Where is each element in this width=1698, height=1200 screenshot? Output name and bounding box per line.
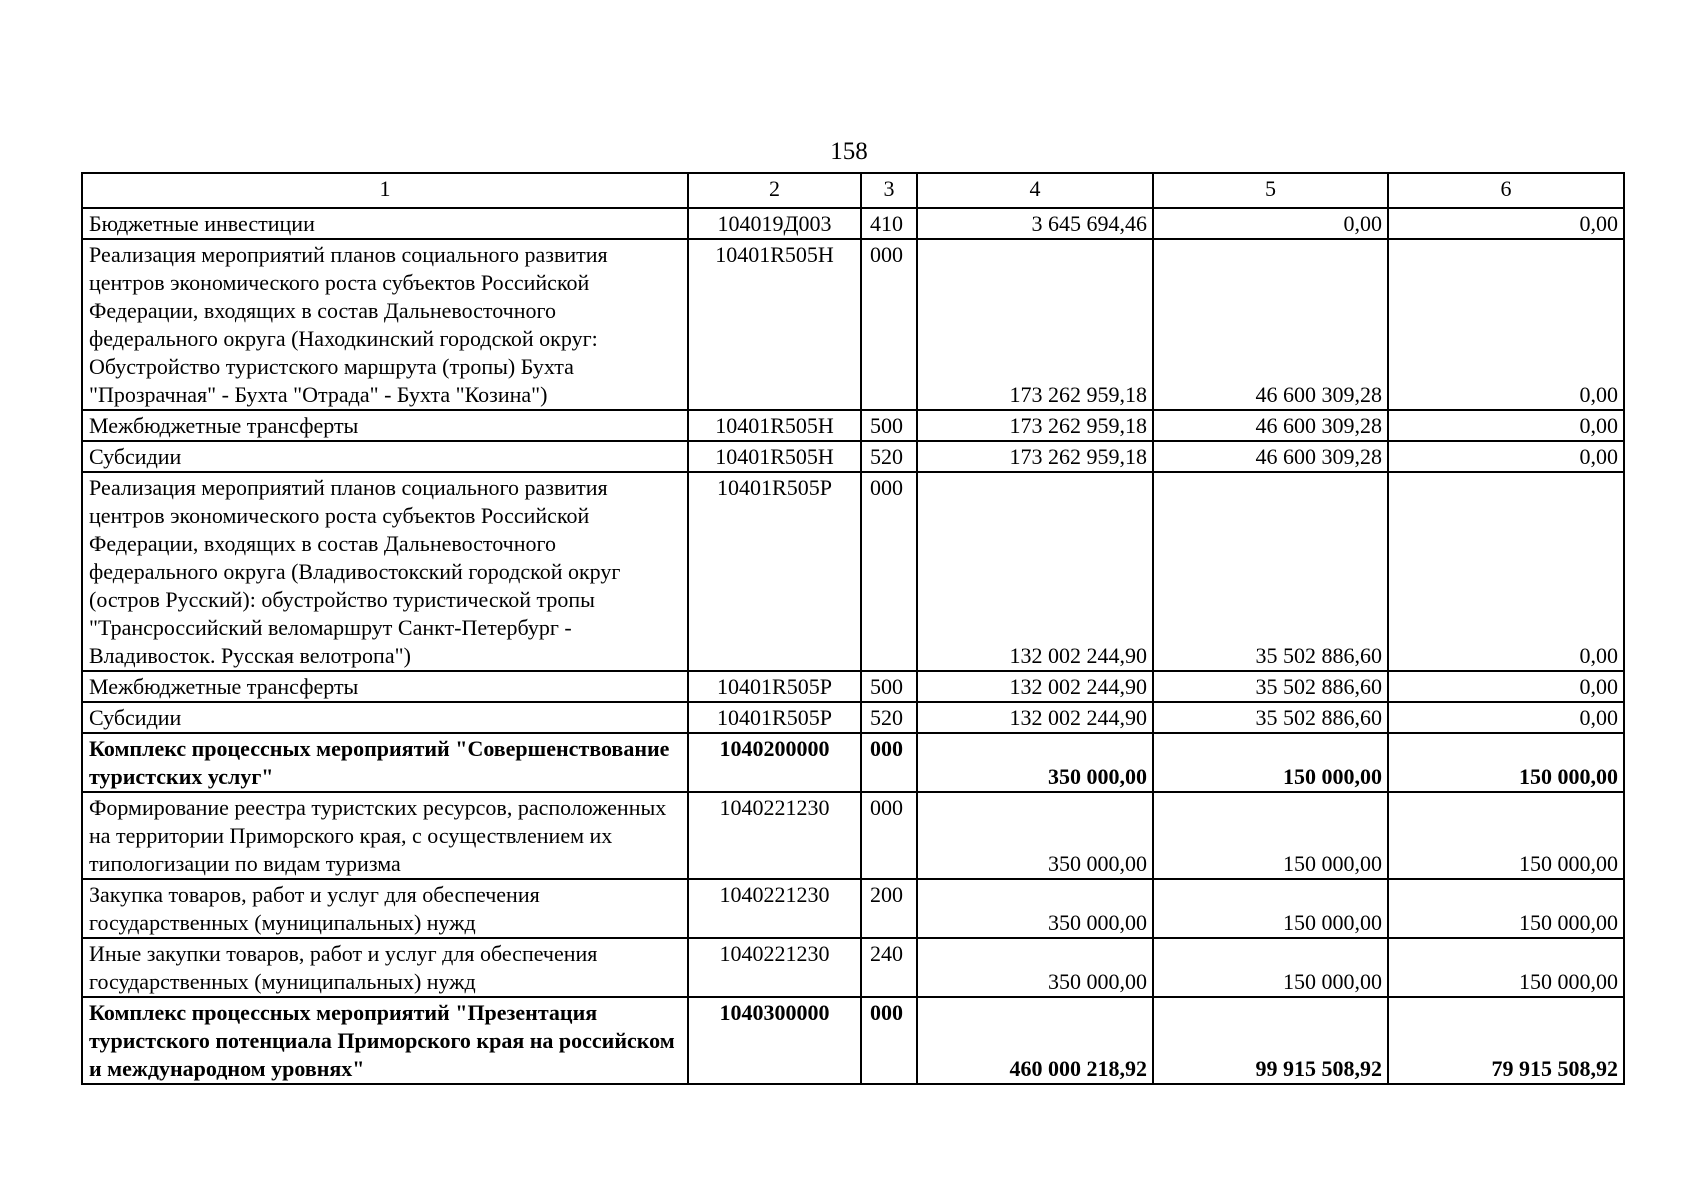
row-type-cell: 000: [861, 997, 917, 1084]
row-value-col6: 150 000,00: [1388, 938, 1624, 997]
row-value-col4: 132 002 244,90: [917, 472, 1153, 671]
row-value-col5: 46 600 309,28: [1153, 441, 1388, 472]
row-code-cell: 10401R505H: [688, 239, 861, 410]
row-value-col6: 150 000,00: [1388, 733, 1624, 792]
row-value-col5: 150 000,00: [1153, 792, 1388, 879]
table-row: [82, 733, 1624, 792]
row-type-cell: 410: [861, 208, 917, 239]
row-code-cell: 1040221230: [688, 938, 861, 997]
row-type-cell: 000: [861, 472, 917, 671]
header-cell: 1: [82, 173, 688, 208]
row-type-cell: 000: [861, 733, 917, 792]
table-row: [82, 938, 1624, 997]
row-type-cell: 240: [861, 938, 917, 997]
row-code-cell: 10401R505H: [688, 441, 861, 472]
row-name-cell: Реализация мероприятий планов социального развития центров экономического роста субъектов Российской Федерации, входящих в состав Дальневосточного федерального округа (Владивостокский городской округ (остров Русский): обустройство туристической тропы "Трансроссийский веломаршрут Санкт-Петербург - Владивосток. Русская велотропа"): [82, 472, 688, 671]
page-number: 158: [830, 138, 868, 165]
row-value-col6: 150 000,00: [1388, 879, 1624, 938]
row-type-cell: 520: [861, 441, 917, 472]
row-value-col4: 350 000,00: [917, 792, 1153, 879]
header-cell: 6: [1388, 173, 1624, 208]
row-code-cell: 1040300000: [688, 997, 861, 1084]
row-value-col4: 173 262 959,18: [917, 441, 1153, 472]
row-value-col5: 99 915 508,92: [1153, 997, 1388, 1084]
row-code-cell: 10401R505H: [688, 410, 861, 441]
row-name-cell: Формирование реестра туристских ресурсов, расположенных на территории Приморского края, с осуществлением их типологизации по видам туризма: [82, 792, 688, 879]
row-value-col6: 0,00: [1388, 671, 1624, 702]
row-name-cell: Бюджетные инвестиции: [82, 208, 688, 239]
table-row: [82, 702, 1624, 733]
table-row: [82, 879, 1624, 938]
table-row: [82, 472, 1624, 671]
row-value-col6: 0,00: [1388, 441, 1624, 472]
row-value-col6: 0,00: [1388, 208, 1624, 239]
row-code-cell: 1040221230: [688, 792, 861, 879]
row-value-col4: 350 000,00: [917, 938, 1153, 997]
budget-table: [81, 172, 1625, 1085]
row-value-col4: 173 262 959,18: [917, 239, 1153, 410]
row-name-cell: Комплекс процессных мероприятий "Презентация туристского потенциала Приморского края на российском и международном уровнях": [82, 997, 688, 1084]
row-value-col5: 0,00: [1153, 208, 1388, 239]
row-type-cell: 500: [861, 410, 917, 441]
row-name-cell: Закупка товаров, работ и услуг для обеспечения государственных (муниципальных) нужд: [82, 879, 688, 938]
row-value-col4: 173 262 959,18: [917, 410, 1153, 441]
row-value-col5: 150 000,00: [1153, 733, 1388, 792]
row-value-col6: 0,00: [1388, 239, 1624, 410]
table-row: [82, 410, 1624, 441]
row-name-cell: Комплекс процессных мероприятий "Совершенствование туристских услуг": [82, 733, 688, 792]
row-value-col5: 150 000,00: [1153, 938, 1388, 997]
row-value-col4: 350 000,00: [917, 733, 1153, 792]
header-cell: 2: [688, 173, 861, 208]
row-code-cell: 10401R505P: [688, 702, 861, 733]
row-code-cell: 1040200000: [688, 733, 861, 792]
row-value-col6: 79 915 508,92: [1388, 997, 1624, 1084]
row-value-col5: 35 502 886,60: [1153, 671, 1388, 702]
table-row: [82, 441, 1624, 472]
row-value-col5: 35 502 886,60: [1153, 702, 1388, 733]
table-row: [82, 208, 1624, 239]
row-name-cell: Реализация мероприятий планов социального развития центров экономического роста субъектов Российской Федерации, входящих в состав Дальневосточного федерального округа (Находкинский городской округ: Обустройство туристского маршрута (тропы) Бухта "Прозрачная" - Бухта "Отрада" - Бухта "Козина"): [82, 239, 688, 410]
row-name-cell: Субсидии: [82, 441, 688, 472]
row-name-cell: Иные закупки товаров, работ и услуг для обеспечения государственных (муниципальных) нужд: [82, 938, 688, 997]
row-value-col5: 46 600 309,28: [1153, 410, 1388, 441]
row-value-col4: 350 000,00: [917, 879, 1153, 938]
row-value-col6: 0,00: [1388, 702, 1624, 733]
row-code-cell: 1040221230: [688, 879, 861, 938]
row-value-col4: 132 002 244,90: [917, 671, 1153, 702]
row-value-col6: 0,00: [1388, 472, 1624, 671]
table-header-row: [82, 173, 1624, 208]
table-row: [82, 792, 1624, 879]
row-value-col5: 35 502 886,60: [1153, 472, 1388, 671]
header-cell: 4: [917, 173, 1153, 208]
row-value-col5: 46 600 309,28: [1153, 239, 1388, 410]
table-row: [82, 671, 1624, 702]
row-type-cell: 200: [861, 879, 917, 938]
row-value-col5: 150 000,00: [1153, 879, 1388, 938]
row-value-col4: 132 002 244,90: [917, 702, 1153, 733]
row-value-col6: 0,00: [1388, 410, 1624, 441]
row-type-cell: 000: [861, 792, 917, 879]
table-row: [82, 239, 1624, 410]
row-name-cell: Межбюджетные трансферты: [82, 671, 688, 702]
row-type-cell: 500: [861, 671, 917, 702]
header-cell: 3: [861, 173, 917, 208]
row-code-cell: 10401R505P: [688, 472, 861, 671]
row-name-cell: Субсидии: [82, 702, 688, 733]
row-name-cell: Межбюджетные трансферты: [82, 410, 688, 441]
row-value-col6: 150 000,00: [1388, 792, 1624, 879]
row-value-col4: 460 000 218,92: [917, 997, 1153, 1084]
row-code-cell: 10401R505P: [688, 671, 861, 702]
table-row: [82, 997, 1624, 1084]
row-type-cell: 520: [861, 702, 917, 733]
row-code-cell: 104019Д003: [688, 208, 861, 239]
row-value-col4: 3 645 694,46: [917, 208, 1153, 239]
row-type-cell: 000: [861, 239, 917, 410]
header-cell: 5: [1153, 173, 1388, 208]
